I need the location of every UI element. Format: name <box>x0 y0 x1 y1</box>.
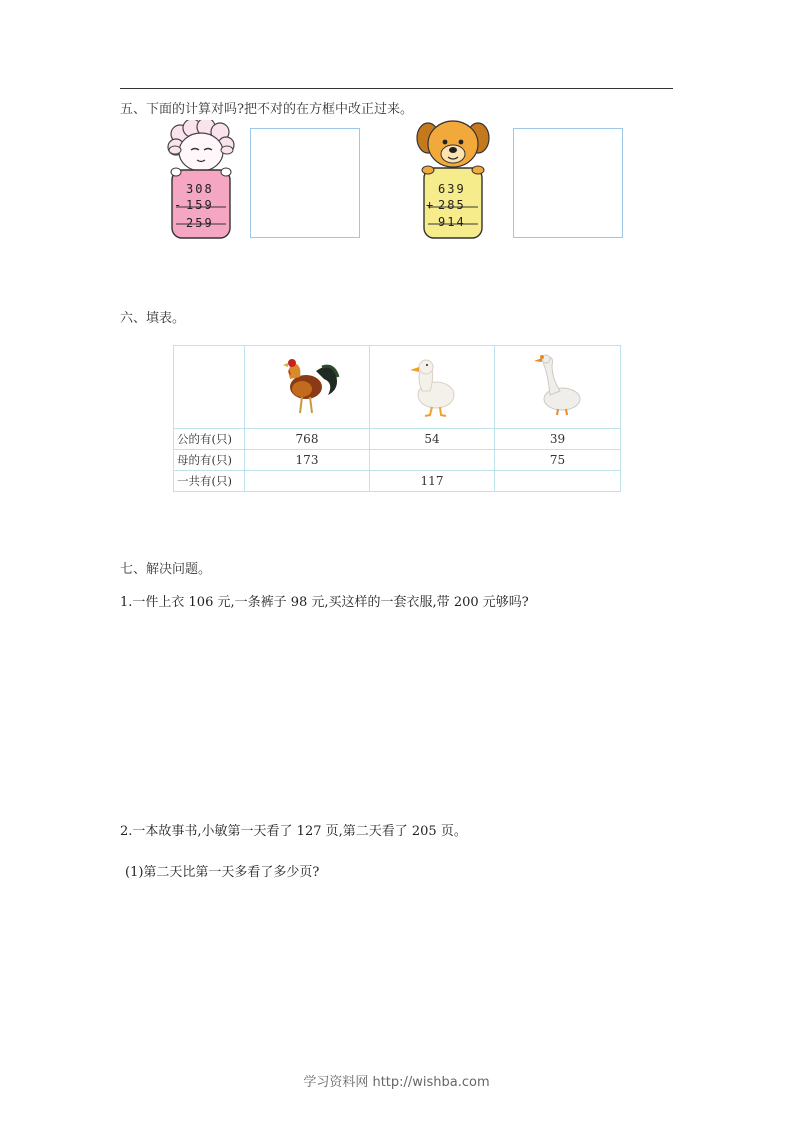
animal-count-table <box>173 345 621 492</box>
goose-icon <box>528 353 588 419</box>
section-6-heading: 六、填表。 <box>120 311 186 326</box>
duck-cell <box>370 346 495 429</box>
male-goose-cell[interactable]: 39 <box>495 429 621 450</box>
sheep-result: 259 <box>186 216 214 230</box>
question-2: 2.一本故事书,小敏第一天看了 127 页,第二天看了 205 页。 <box>120 824 467 839</box>
table-row <box>174 450 621 471</box>
duck-icon <box>402 353 462 419</box>
section-7-heading: 七、解决问题。 <box>120 562 212 577</box>
correction-box-2[interactable] <box>513 128 623 238</box>
female-goose-cell[interactable]: 75 <box>495 450 621 471</box>
row-label-male: 公的有(只) <box>174 429 245 450</box>
sheep-top-number: 308 <box>186 182 214 196</box>
total-goose-cell[interactable] <box>495 471 621 492</box>
total-duck-cell[interactable]: 117 <box>370 471 495 492</box>
rooster-icon <box>272 353 342 419</box>
sheep-calculation-card <box>166 120 236 240</box>
male-rooster-cell[interactable]: 768 <box>245 429 370 450</box>
dog-top-number: 639 <box>438 182 466 196</box>
rooster-cell <box>245 346 370 429</box>
male-duck-cell[interactable]: 54 <box>370 429 495 450</box>
dog-result: 914 <box>438 215 466 229</box>
dog-calculation-card <box>416 118 490 240</box>
dog-bottom-number: 285 <box>438 198 466 212</box>
question-1: 1.一件上衣 106 元,一条裤子 98 元,买这样的一套衣服,带 200 元够吗? <box>120 595 529 610</box>
goose-cell <box>495 346 621 429</box>
dog-operator: + <box>426 198 436 212</box>
correction-box-1[interactable] <box>250 128 360 238</box>
row-label-total: 一共有(只) <box>174 471 245 492</box>
table-row <box>174 471 621 492</box>
sheep-operator: - <box>174 198 184 212</box>
sheep-bottom-number: 159 <box>186 198 214 212</box>
female-duck-cell[interactable] <box>370 450 495 471</box>
question-2-part-1: (1)第二天比第一天多看了多少页? <box>125 865 320 880</box>
row-label-female: 母的有(只) <box>174 450 245 471</box>
header-rule <box>120 88 673 89</box>
section-5-heading: 五、下面的计算对吗?把不对的在方框中改正过来。 <box>120 102 413 117</box>
female-rooster-cell[interactable]: 173 <box>245 450 370 471</box>
total-rooster-cell[interactable] <box>245 471 370 492</box>
footer-watermark: 学习资料网 http://wishba.com <box>303 1075 490 1090</box>
table-row <box>174 429 621 450</box>
table-corner-cell <box>174 346 245 429</box>
table-header-row <box>174 346 621 429</box>
